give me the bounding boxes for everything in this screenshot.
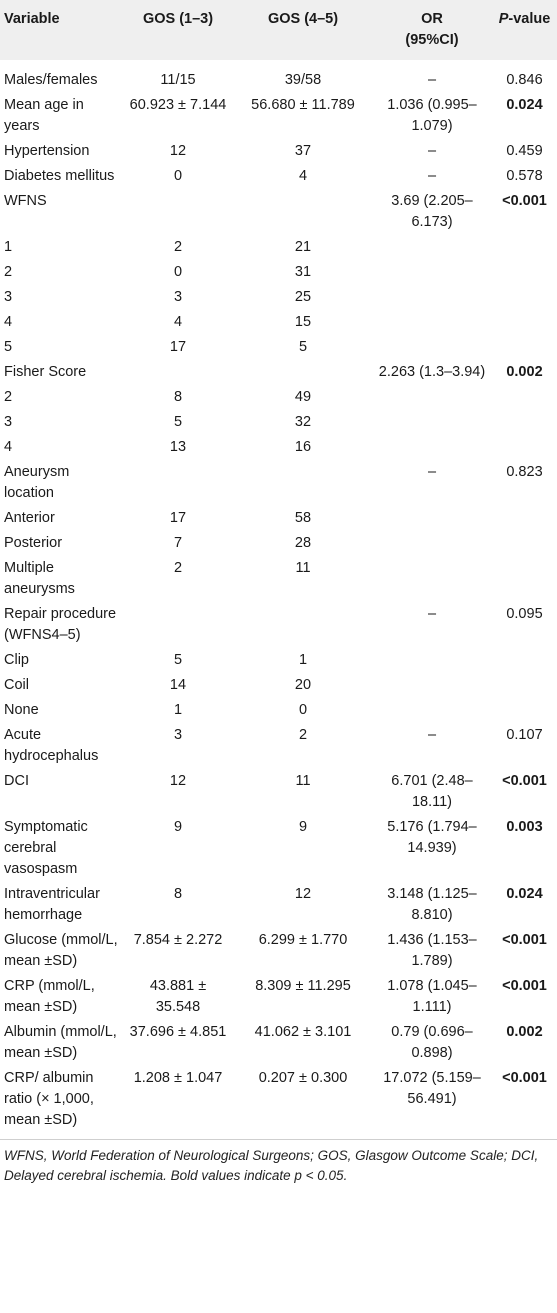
cell-p-value <box>490 260 557 285</box>
cell-p-value <box>490 410 557 435</box>
table-row <box>0 164 557 189</box>
cell-or <box>372 506 490 531</box>
cell-gos-1-3: 11/15 <box>160 72 196 88</box>
cell-or: 1.078 (1.045–1.111) <box>387 978 477 1015</box>
cell-variable: CRP (mmol/L, mean ±SD) <box>4 978 95 1015</box>
cell-p-value: 0.003 <box>506 819 543 835</box>
cell-or: – <box>427 606 437 622</box>
cell-gos-4-5: 20 <box>294 677 312 693</box>
cell-variable: Males/females <box>4 72 98 88</box>
cell-p-value: 0.024 <box>506 97 543 113</box>
cell-variable: CRP/ albumin ratio (× 1,000, mean ±SD) <box>4 1070 94 1128</box>
cell-gos-4-5 <box>232 460 372 506</box>
cell-or: – <box>427 727 437 743</box>
cell-gos-4-5: 2 <box>298 727 308 743</box>
cell-gos-1-3: 5 <box>173 414 183 430</box>
table-row <box>0 815 557 882</box>
table-row <box>0 506 557 531</box>
cell-gos-1-3 <box>122 602 232 648</box>
cell-variable: 3 <box>4 289 13 305</box>
cell-or: 3.148 (1.125–8.810) <box>387 886 477 923</box>
table-row <box>0 602 557 648</box>
cell-or <box>372 285 490 310</box>
cell-gos-4-5: 5 <box>298 339 308 355</box>
cell-or <box>372 435 490 460</box>
cell-or <box>372 260 490 285</box>
header-or <box>372 0 490 60</box>
cell-gos-4-5 <box>232 602 372 648</box>
cell-variable: 2 <box>4 264 13 280</box>
cell-or: 0.79 (0.696–0.898) <box>391 1024 473 1061</box>
cell-gos-1-3: 7 <box>173 535 183 551</box>
table-row <box>0 260 557 285</box>
cell-p-value <box>490 310 557 335</box>
cell-gos-1-3: 37.696 ± 4.851 <box>129 1024 227 1040</box>
cell-gos-1-3: 2 <box>173 239 183 255</box>
table-row <box>0 285 557 310</box>
cell-gos-1-3: 13 <box>169 439 187 455</box>
cell-variable: 5 <box>4 339 13 355</box>
table-row <box>0 882 557 928</box>
cell-p-value <box>490 506 557 531</box>
cell-gos-1-3: 8 <box>173 389 183 405</box>
cell-p-value <box>490 648 557 673</box>
table-row <box>0 531 557 556</box>
header-gos-4-5: GOS (4–5) <box>267 11 339 27</box>
cell-p-value: <0.001 <box>502 978 547 994</box>
cell-gos-4-5: 32 <box>294 414 312 430</box>
cell-gos-1-3: 17 <box>169 339 187 355</box>
cell-variable: Clip <box>4 652 29 668</box>
table-row <box>0 139 557 164</box>
cell-gos-1-3 <box>122 460 232 506</box>
cell-gos-1-3: 5 <box>173 652 183 668</box>
cell-p-value <box>490 556 557 602</box>
table-row <box>0 60 557 93</box>
cell-or: 1.036 (0.995–1.079) <box>387 97 477 134</box>
cell-or <box>372 673 490 698</box>
table-row <box>0 235 557 260</box>
cell-or <box>372 410 490 435</box>
cell-gos-1-3 <box>122 189 232 235</box>
cell-or <box>372 698 490 723</box>
cell-gos-4-5: 15 <box>294 314 312 330</box>
cell-variable: 4 <box>4 439 13 455</box>
header-or-line1: OR <box>421 11 443 27</box>
cell-variable: None <box>4 702 39 718</box>
cell-or <box>372 310 490 335</box>
cell-gos-1-3: 1.208 ± 1.047 <box>133 1070 223 1086</box>
table-row <box>0 769 557 815</box>
cell-gos-4-5: 21 <box>294 239 312 255</box>
cell-gos-4-5: 41.062 ± 3.101 <box>254 1024 352 1040</box>
cell-p-value: <0.001 <box>502 773 547 789</box>
cell-gos-4-5: 11 <box>295 773 311 789</box>
cell-gos-1-3: 14 <box>169 677 187 693</box>
cell-gos-1-3: 8 <box>173 886 183 902</box>
cell-variable: Glucose (mmol/L, mean ±SD) <box>4 932 118 969</box>
cell-p-value: 0.107 <box>506 727 543 743</box>
table-row <box>0 335 557 360</box>
cell-gos-1-3: 17 <box>169 510 187 526</box>
table-row <box>0 928 557 974</box>
cell-gos-4-5: 37 <box>294 143 312 159</box>
cell-gos-4-5: 0.207 ± 0.300 <box>258 1070 348 1086</box>
cell-p-value <box>490 285 557 310</box>
cell-gos-1-3: 9 <box>173 819 183 835</box>
cell-gos-4-5 <box>232 189 372 235</box>
cell-variable: Multiple aneurysms <box>4 560 75 597</box>
cell-p-value <box>490 531 557 556</box>
cell-or <box>372 235 490 260</box>
cell-gos-1-3: 1 <box>173 702 183 718</box>
cell-or: 3.69 (2.205–6.173) <box>391 193 473 230</box>
cell-or: – <box>427 72 437 88</box>
cell-gos-4-5: 56.680 ± 11.789 <box>251 97 355 113</box>
cell-variable: Hypertension <box>4 143 90 159</box>
cell-p-value <box>490 235 557 260</box>
table-row <box>0 1066 557 1137</box>
table-row <box>0 189 557 235</box>
table-row <box>0 698 557 723</box>
cell-p-value: <0.001 <box>502 193 547 209</box>
table-row <box>0 648 557 673</box>
cell-gos-1-3: 12 <box>169 143 187 159</box>
cell-variable: 2 <box>4 389 13 405</box>
cell-p-value <box>490 435 557 460</box>
header-or-line2: (95%CI) <box>405 32 459 48</box>
cell-or: – <box>427 168 437 184</box>
cell-gos-4-5: 1 <box>298 652 308 668</box>
cell-variable: Acute hydrocephalus <box>4 727 99 764</box>
cell-gos-1-3: 3 <box>173 727 183 743</box>
cell-p-value: 0.459 <box>506 143 543 159</box>
cell-gos-1-3: 60.923 ± 7.144 <box>129 97 227 113</box>
table-row <box>0 435 557 460</box>
cell-variable: 1 <box>4 239 13 255</box>
cell-gos-1-3: 0 <box>173 264 183 280</box>
table-row <box>0 556 557 602</box>
cell-gos-4-5: 49 <box>294 389 312 405</box>
cell-variable: Repair procedure (WFNS4–5) <box>4 606 117 643</box>
cell-gos-1-3: 2 <box>173 560 183 576</box>
cell-p-value: 0.024 <box>506 886 543 902</box>
header-row <box>0 0 557 60</box>
cell-or <box>372 556 490 602</box>
cell-p-value <box>490 335 557 360</box>
cell-gos-1-3: 0 <box>173 168 183 184</box>
cell-gos-4-5: 16 <box>294 439 312 455</box>
cell-or: 6.701 (2.48–18.11) <box>391 773 473 810</box>
header-p-value <box>490 0 557 60</box>
cell-or: 5.176 (1.794–14.939) <box>387 819 477 856</box>
cell-or: – <box>427 464 437 480</box>
table-header <box>0 0 557 60</box>
cell-gos-4-5: 6.299 ± 1.770 <box>258 932 348 948</box>
table-row <box>0 310 557 335</box>
cell-gos-4-5 <box>232 360 372 385</box>
table-row <box>0 460 557 506</box>
table-row <box>0 974 557 1020</box>
cell-gos-4-5: 39/58 <box>284 72 322 88</box>
cell-p-value <box>490 673 557 698</box>
cell-gos-1-3: 12 <box>169 773 187 789</box>
cell-or: 1.436 (1.153–1.789) <box>387 932 477 969</box>
cell-gos-4-5: 8.309 ± 11.295 <box>255 978 351 994</box>
cell-gos-4-5: 58 <box>294 510 312 526</box>
header-p-letter: P <box>498 11 509 27</box>
table-row <box>0 673 557 698</box>
cell-variable: DCI <box>4 773 29 789</box>
table-row <box>0 360 557 385</box>
cell-variable: Posterior <box>4 535 63 551</box>
header-variable: Variable <box>4 11 60 27</box>
cell-gos-4-5: 31 <box>294 264 312 280</box>
cell-variable: Intraventricular hemorrhage <box>4 886 100 923</box>
cell-variable: Anterior <box>4 510 55 526</box>
cell-gos-1-3 <box>122 360 232 385</box>
cell-p-value: 0.578 <box>506 168 543 184</box>
cell-or <box>372 531 490 556</box>
cell-p-value: <0.001 <box>502 1070 547 1086</box>
cell-gos-4-5: 0 <box>298 702 308 718</box>
cell-or: 2.263 (1.3–3.94) <box>378 364 486 380</box>
cell-variable: WFNS <box>4 193 47 209</box>
cell-or <box>372 648 490 673</box>
header-gos-1-3: GOS (1–3) <box>142 11 214 27</box>
cell-gos-1-3: 43.881 ± 35.548 <box>149 978 207 1015</box>
cell-variable: 4 <box>4 314 13 330</box>
cell-variable: Albumin (mmol/L, mean ±SD) <box>4 1024 117 1061</box>
cell-or <box>372 385 490 410</box>
cell-variable: Fisher Score <box>4 364 87 380</box>
table-row <box>0 1020 557 1066</box>
cell-or <box>372 335 490 360</box>
cell-variable: 3 <box>4 414 13 430</box>
cell-p-value: <0.001 <box>502 932 547 948</box>
cell-variable: Diabetes mellitus <box>4 168 115 184</box>
header-p-suffix: -value <box>508 11 551 27</box>
table-row <box>0 723 557 769</box>
cell-variable: Aneurysm location <box>4 464 70 501</box>
cell-or: 17.072 (5.159–56.491) <box>383 1070 481 1107</box>
cell-variable: Symptomatic cerebral vasospasm <box>4 819 88 877</box>
cell-variable: Mean age in years <box>4 97 84 134</box>
cell-gos-4-5: 12 <box>294 886 312 902</box>
cell-gos-4-5: 28 <box>294 535 312 551</box>
cell-p-value <box>490 385 557 410</box>
cell-gos-1-3: 3 <box>173 289 183 305</box>
table-footnote: WFNS, World Federation of Neurological Surgeons; GOS, Glasgow Outcome Scale; DCI, Delayed cerebral ischemia. Bold values indicate p < 0.05. <box>0 1139 557 1186</box>
cell-variable: Coil <box>4 677 29 693</box>
cell-p-value: 0.846 <box>506 72 543 88</box>
cell-gos-4-5: 11 <box>295 560 311 576</box>
table-row <box>0 385 557 410</box>
table-body <box>0 60 557 1137</box>
cell-gos-4-5: 9 <box>298 819 308 835</box>
cell-gos-4-5: 4 <box>298 168 308 184</box>
cell-p-value <box>490 698 557 723</box>
cell-p-value: 0.095 <box>506 606 543 622</box>
cell-p-value: 0.823 <box>506 464 543 480</box>
cell-p-value: 0.002 <box>506 1024 543 1040</box>
cell-gos-1-3: 7.854 ± 2.272 <box>133 932 223 948</box>
cell-gos-4-5: 25 <box>294 289 312 305</box>
table-row <box>0 93 557 139</box>
cell-p-value: 0.002 <box>506 364 543 380</box>
table-row <box>0 410 557 435</box>
cell-gos-1-3: 4 <box>173 314 183 330</box>
cell-or: – <box>427 143 437 159</box>
